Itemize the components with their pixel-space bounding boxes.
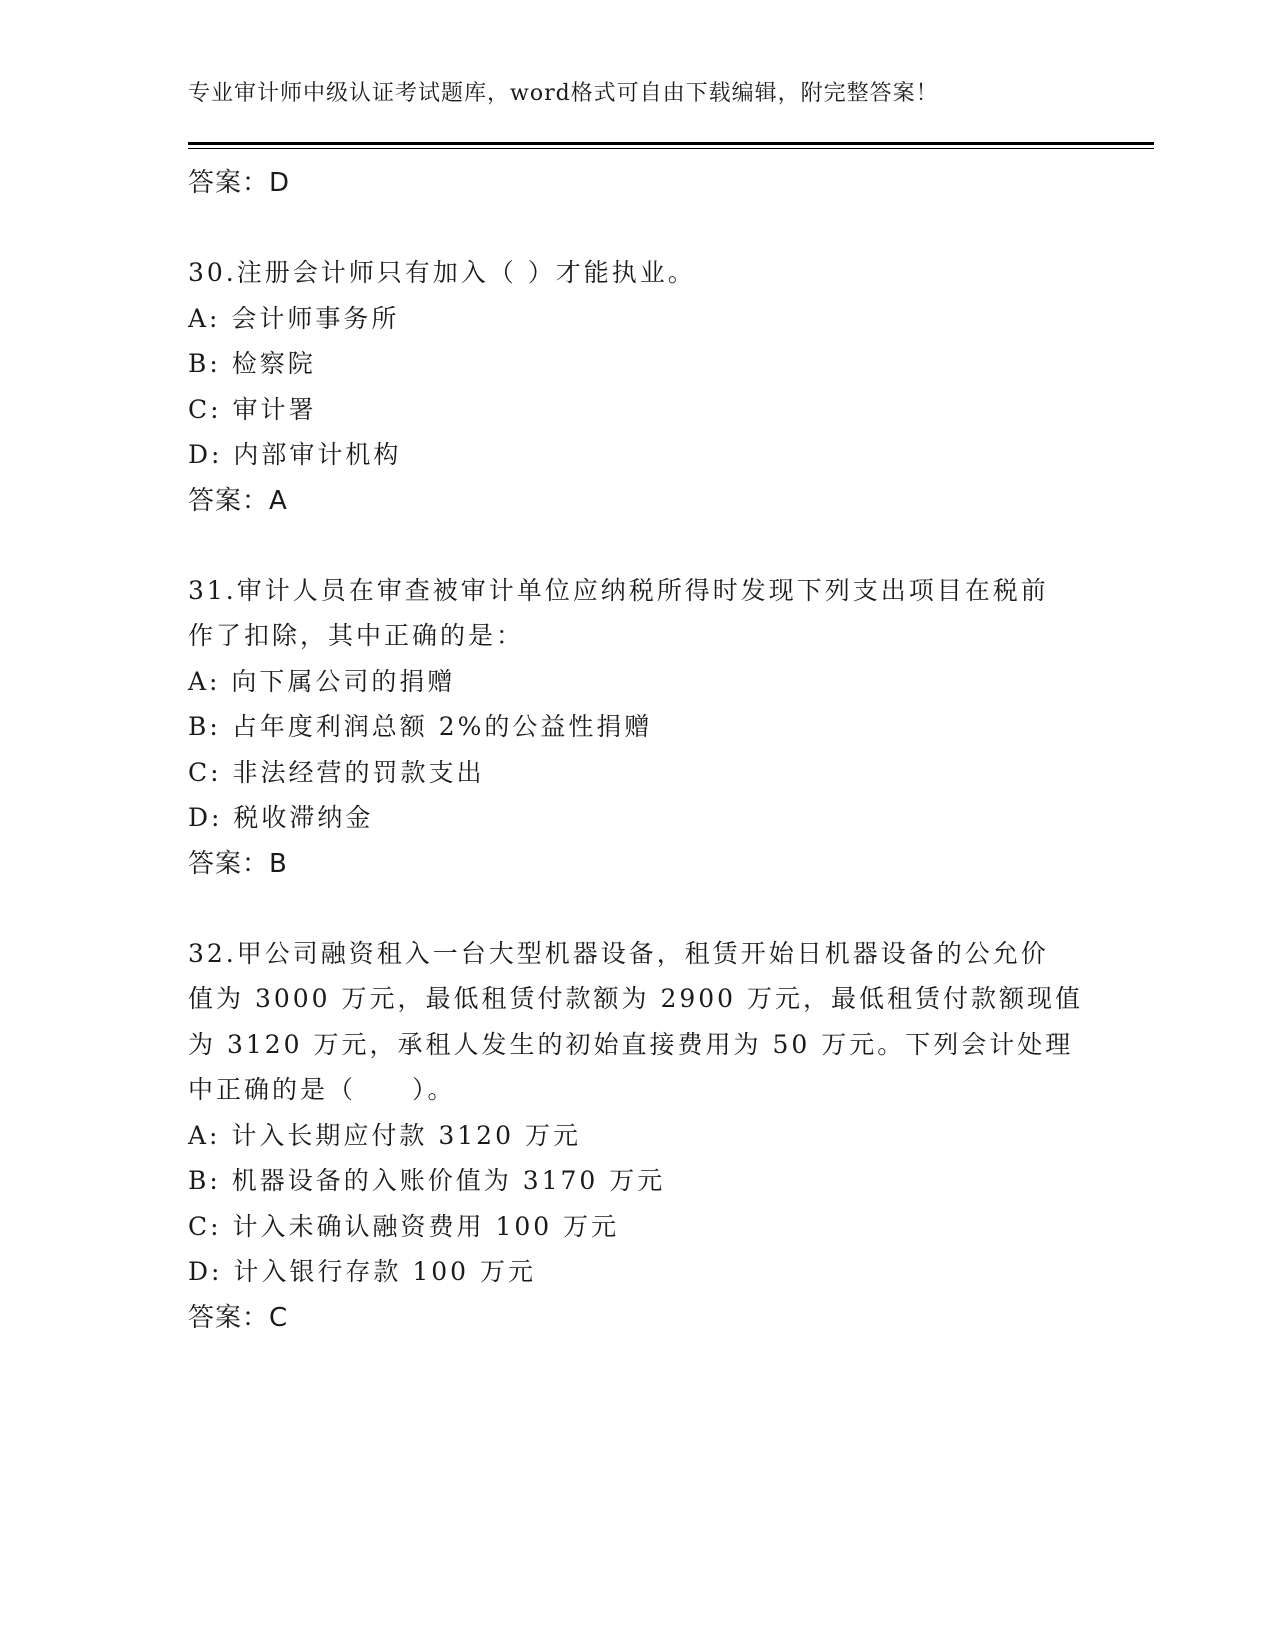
option-d: D: 计入银行存款 100 万元	[188, 1257, 537, 1286]
answer: 答案：B	[188, 848, 288, 879]
question-31	[188, 568, 1088, 887]
answer: 答案：A	[188, 485, 288, 516]
option-a: A: 会计师事务所	[188, 303, 400, 333]
question-stem: 作了扣除，其中正确的是：	[188, 621, 525, 650]
question-stem: 30.注册会计师只有加入（ ）才能执业。	[188, 258, 696, 287]
question-stem: 值为 3000 万元，最低租赁付款额为 2900 万元，最低租赁付款额现值	[188, 984, 1084, 1013]
option-a: A: 向下属公司的捐赠	[188, 666, 456, 696]
question-stem: 中正确的是（ ）。	[188, 1075, 456, 1104]
question-stem: 31.审计人员在审查被审计单位应纳税所得时发现下列支出项目在税前	[188, 575, 1049, 605]
question-stem: 32.甲公司融资租入一台大型机器设备，租赁开始日机器设备的公允价	[188, 938, 1049, 968]
option-c: C: 审计署	[188, 394, 317, 424]
option-d: D: 税收滞纳金	[188, 803, 374, 832]
answer: 答案：C	[188, 1302, 289, 1333]
option-c: C: 计入未确认融资费用 100 万元	[188, 1211, 620, 1241]
header-rule-thick	[188, 142, 1154, 145]
option-b: B: 机器设备的入账价值为 3170 万元	[188, 1166, 666, 1195]
option-b: B: 占年度利润总额 2%的公益性捐赠	[188, 712, 653, 741]
option-b: B: 检察院	[188, 349, 316, 378]
question-30	[188, 250, 1088, 524]
page-header: 专业审计师中级认证考试题库，word格式可自由下载编辑，附完整答案！	[188, 81, 939, 106]
question-list	[188, 160, 1088, 1341]
header-rule-thin	[188, 148, 1154, 149]
option-a: A: 计入长期应付款 3120 万元	[188, 1120, 581, 1150]
question-32	[188, 931, 1088, 1341]
question-stem: 为 3120 万元，承租人发生的初始直接费用为 50 万元。下列会计处理	[188, 1029, 1074, 1059]
option-d: D: 内部审计机构	[188, 440, 402, 469]
option-c: C: 非法经营的罚款支出	[188, 757, 485, 787]
answer-29: 答案：D	[188, 168, 291, 198]
